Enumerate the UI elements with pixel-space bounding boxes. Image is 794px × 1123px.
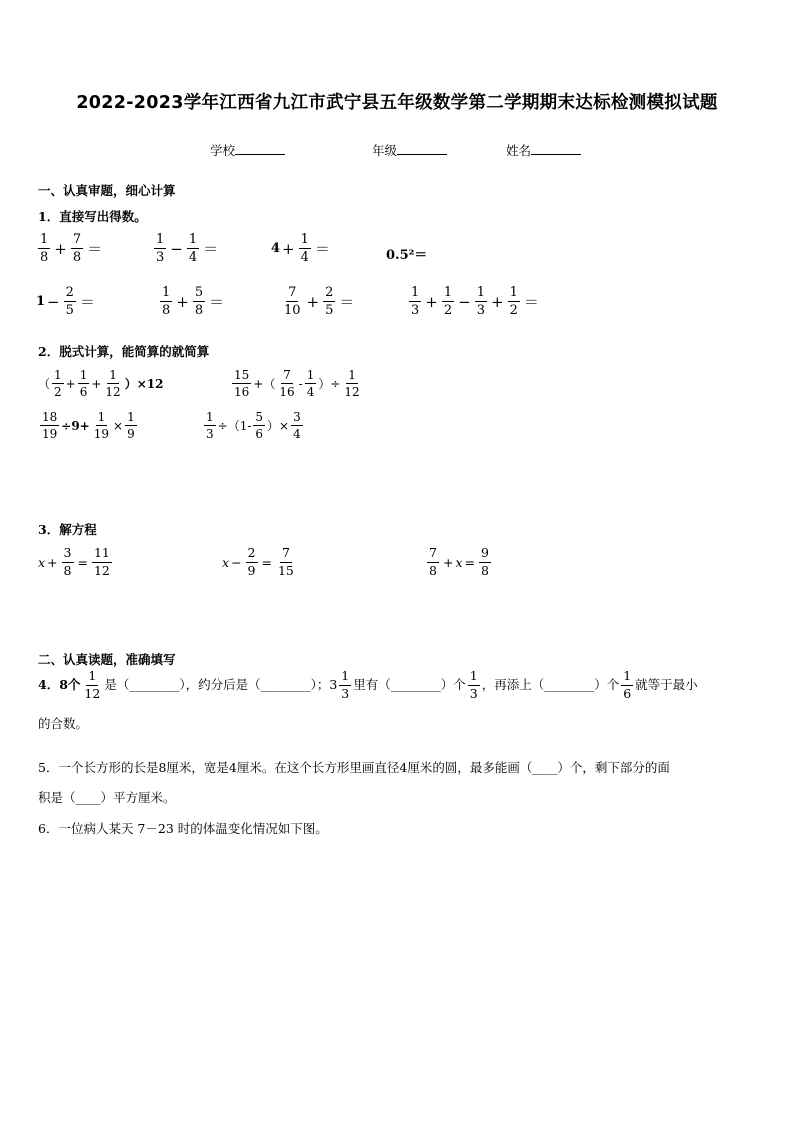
fraction: $\frac{1}{3}$: [469, 668, 478, 701]
fraction: $\frac{1}{4}$: [300, 232, 309, 265]
fraction: $\frac{1}{4}$: [188, 232, 198, 265]
fraction: $\frac{7}{15}$: [277, 545, 294, 578]
fraction: $\frac{1}{2}$: [54, 368, 62, 399]
fraction: $\frac{1}{3}$: [206, 410, 214, 441]
fraction: $\frac{1}{12}$: [105, 368, 121, 399]
fraction: $\frac{1}{8}$: [162, 285, 171, 318]
q4-line-1: 4．8个 $\frac{1}{12}$ 是（________），约分后是（________）；3 $\frac{1}{3}$ 里有（________）个 $\frac{1}{3}$ ，再添上（________）个 $\frac{1}{6}$ 就等于最小: [38, 668, 698, 701]
q2-label: 2．脱式计算，能简算的就简算: [38, 344, 210, 359]
school-label: 学校: [210, 143, 236, 158]
name-field[interactable]: [506, 141, 581, 159]
fraction: $\frac{1}{2}$: [443, 285, 453, 318]
section1-heading: 一、认真审题，细心计算: [38, 183, 176, 198]
fraction: $\frac{1}{19}$: [93, 410, 110, 441]
q1-expr-2: $\frac{1}{3}$ − $\frac{1}{4}$ ＝: [156, 232, 219, 265]
fraction: $\frac{1}{6}$: [623, 668, 632, 701]
fraction: $\frac{1}{4}$: [306, 368, 315, 399]
fraction: $\frac{1}{8}$: [40, 232, 49, 265]
fraction: $\frac{7}{10}$: [284, 285, 301, 318]
q1-expr-1: $\frac{1}{8}$ + $\frac{7}{8}$ ＝: [40, 232, 103, 265]
fraction: $\frac{1}{12}$: [344, 368, 360, 399]
q2-expr-4: $\frac{1}{3}$ ÷ （1- $\frac{5}{6}$ ）× $\frac{3}{4}$: [206, 410, 301, 441]
fraction: $\frac{1}{3}$: [341, 668, 350, 701]
q5-line-1: 5．一个长方形的长是8厘米，宽是4厘米。在这个长方形里画直径4厘米的圆，最多能画（____）个，剩下部分的面: [38, 760, 670, 775]
fraction: $\frac{7}{8}$: [429, 545, 437, 578]
fraction: $\frac{1}{9}$: [127, 410, 135, 441]
fraction: $\frac{9}{8}$: [480, 545, 489, 578]
grade-field[interactable]: [372, 141, 447, 159]
q2-expr-1: （ $\frac{1}{2}$ + $\frac{1}{6}$ + $\frac{1}{12}$ ）×12: [38, 368, 164, 399]
q3-label: 3．解方程: [38, 522, 97, 537]
q6-text: 6．一位病人某天 7－23 时的体温变化情况如下图。: [38, 821, 328, 836]
fraction: $\frac{2}{9}$: [247, 545, 256, 578]
fraction: $\frac{1}{2}$: [509, 285, 518, 318]
fraction: $\frac{2}{5}$: [65, 285, 74, 318]
q1-expr-4: 0.5²＝: [386, 248, 428, 263]
fraction: $\frac{5}{6}$: [255, 410, 264, 441]
school-blank[interactable]: [235, 142, 285, 155]
school-field[interactable]: [210, 141, 285, 159]
fraction: $\frac{1}{3}$: [156, 232, 165, 265]
q1-expr-3: 4 + $\frac{1}{4}$ ＝: [271, 232, 330, 265]
q3-equation-2: x − $\frac{2}{9}$ = $\frac{7}{15}$: [222, 545, 294, 578]
q3-equation-3: $\frac{7}{8}$ + x = $\frac{9}{8}$: [429, 545, 489, 578]
name-blank[interactable]: [531, 142, 581, 155]
q1-expr-6: $\frac{1}{8}$ + $\frac{5}{8}$ ＝: [162, 285, 225, 318]
fraction: $\frac{3}{4}$: [293, 410, 301, 441]
section2-heading: 二、认真读题，准确填写: [38, 652, 176, 667]
fraction: $\frac{5}{8}$: [194, 285, 204, 318]
grade-label: 年级: [372, 143, 398, 158]
q4-line-2: 的合数。: [38, 716, 89, 731]
grade-blank[interactable]: [397, 142, 447, 155]
fraction: $\frac{1}{12}$: [84, 668, 101, 701]
fraction: $\frac{11}{12}$: [93, 545, 110, 578]
q3-equation-1: x + $\frac{3}{8}$ = $\frac{11}{12}$: [38, 545, 110, 578]
fraction: $\frac{1}{3}$: [411, 285, 420, 318]
fraction: $\frac{18}{19}$: [42, 410, 58, 441]
q1-expr-5: 1 − $\frac{2}{5}$ ＝: [36, 285, 95, 318]
q5-line-2: 积是（____）平方厘米。: [38, 790, 176, 805]
name-label: 姓名: [506, 143, 532, 158]
q1-expr-8: $\frac{1}{3}$ + $\frac{1}{2}$ − $\frac{1}{3}$ + $\frac{1}{2}$ ＝: [411, 285, 539, 318]
q1-label: 1．直接写出得数。: [38, 209, 147, 224]
fraction: $\frac{15}{16}$: [234, 368, 250, 399]
fraction: $\frac{1}{6}$: [79, 368, 88, 399]
fraction: $\frac{7}{8}$: [72, 232, 82, 265]
q2-expr-2: $\frac{15}{16}$ + （ $\frac{7}{16}$ - $\frac{1}{4}$ ）÷ $\frac{1}{12}$: [234, 368, 360, 399]
fraction: $\frac{2}{5}$: [325, 285, 334, 318]
fraction: $\frac{7}{16}$: [279, 368, 295, 399]
q1-expr-7: $\frac{7}{10}$ + $\frac{2}{5}$ ＝: [284, 285, 355, 318]
page-title: 2022-2023学年江西省九江市武宁县五年级数学第二学期期末达标检测模拟试题: [76, 93, 718, 113]
fraction: $\frac{1}{3}$: [476, 285, 485, 318]
q2-expr-3: $\frac{18}{19}$ ÷9+ $\frac{1}{19}$ × $\frac{1}{9}$: [42, 410, 135, 441]
fraction: $\frac{3}{8}$: [63, 545, 72, 578]
